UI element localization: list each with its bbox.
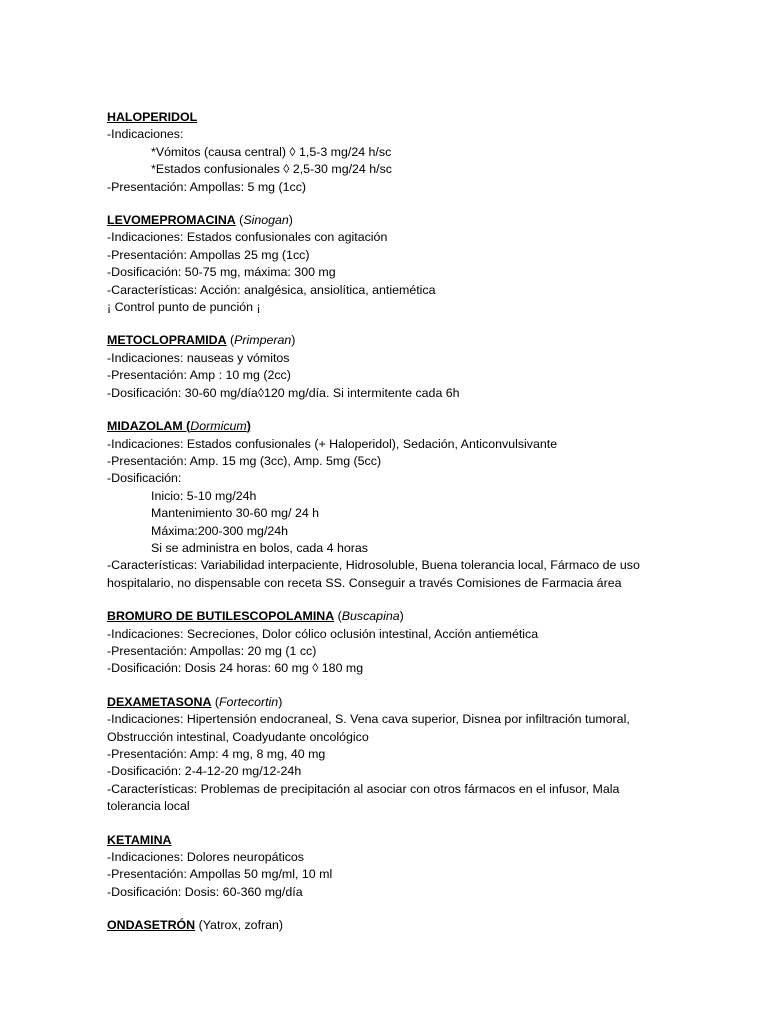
drug-detail-line: ¡ Control punto de punción ¡ xyxy=(107,300,261,315)
drug-name: MIDAZOLAM ( xyxy=(107,419,191,434)
drug-title xyxy=(107,418,747,435)
drug-detail-line: -Dosificación: 30-60 mg/día◊120 mg/día. Si intermitente cada 6h xyxy=(107,385,460,400)
drug-title: BROMURO DE BUTILESCOPOLAMINA (Buscapina) xyxy=(107,609,404,624)
drug-detail-line: *Vómitos (causa central) ◊ 1,5-3 mg/24 h/sc xyxy=(151,144,392,159)
drug-detail-line: -Presentación: Ampollas 25 mg (1cc) xyxy=(107,247,310,262)
drug-detail-line: -Presentación: Ampollas: 5 mg (1cc) xyxy=(107,179,307,194)
drug-brand: Primperan xyxy=(234,333,292,348)
drug-name-closing: ) xyxy=(246,419,251,434)
drug-detail-line: -Dosificación: xyxy=(107,471,182,486)
drug-title: DEXAMETASONA (Fortecortin) xyxy=(107,694,283,709)
drug-detail-line: -Dosificación: Dosis 24 horas: 60 mg ◊ 180 mg xyxy=(107,661,364,676)
drug-detail-line: -Presentación: Amp. 15 mg (3cc), Amp. 5mg (5cc) xyxy=(107,453,382,468)
drug-entry xyxy=(107,694,747,816)
drug-detail-line: *Estados confusionales ◊ 2,5-30 mg/24 h/sc xyxy=(151,162,392,177)
document-page xyxy=(107,109,747,951)
drug-brand: Buscapina xyxy=(341,609,400,624)
drug-detail-line: -Características: Problemas de precipitación al asociar con otros fármacos en el infusor, Mala xyxy=(107,781,620,796)
drug-detail-line: Mantenimiento 30-60 mg/ 24 h xyxy=(151,506,320,521)
drug-title xyxy=(107,109,747,126)
drug-detail-line: -Presentación: Ampollas: 20 mg (1 cc) xyxy=(107,643,317,658)
drug-title: LEVOMEPROMACINA (Sinogan) xyxy=(107,213,293,228)
drug-name: METOCLOPRAMIDA xyxy=(107,333,227,348)
drug-detail-line: -Dosificación: 2-4-12-20 mg/12-24h xyxy=(107,764,302,779)
drug-name: ONDASETRÓN xyxy=(107,918,196,933)
drug-entry xyxy=(107,832,747,902)
drug-brand: Fortecortin xyxy=(218,694,279,709)
drug-entry xyxy=(107,109,747,196)
drug-detail-line: -Dosificación: Dosis: 60-360 mg/día xyxy=(107,884,303,899)
drug-detail-line: -Indicaciones: xyxy=(107,127,184,142)
drug-title: ONDASETRÓN (Yatrox, zofran) xyxy=(107,918,284,933)
drug-detail-line: -Presentación: Ampollas 50 mg/ml, 10 ml xyxy=(107,867,333,882)
drug-detail-line: -Indicaciones: Dolores neuropáticos xyxy=(107,850,304,865)
drug-detail-line: -Indicaciones: nauseas y vómitos xyxy=(107,350,290,365)
drug-name: BROMURO DE BUTILESCOPOLAMINA xyxy=(107,609,335,624)
drug-entry xyxy=(107,418,747,592)
drug-detail-line: -Presentación: Amp : 10 mg (2cc) xyxy=(107,368,291,383)
drug-entry xyxy=(107,917,747,934)
drug-name: KETAMINA xyxy=(107,832,172,847)
drug-entry xyxy=(107,608,747,678)
drug-detail-line: -Dosificación: 50-75 mg, máxima: 300 mg xyxy=(107,265,336,280)
drug-detail-line: tolerancia local xyxy=(107,799,190,814)
drug-brand: Sinogan xyxy=(243,213,289,228)
drug-detail-line: Máxima:200-300 mg/24h xyxy=(151,523,289,538)
drug-detail-line: Obstrucción intestinal, Coadyudante oncológico xyxy=(107,729,369,744)
drug-entry xyxy=(107,212,747,316)
drug-detail-line: -Presentación: Amp: 4 mg, 8 mg, 40 mg xyxy=(107,747,326,761)
drug-detail-line: -Indicaciones: Secreciones, Dolor cólico oclusión intestinal, Acción antiemética xyxy=(107,626,539,641)
drug-brand: Yatrox, zofran xyxy=(202,918,279,933)
drug-detail-line: Inicio: 5-10 mg/24h xyxy=(151,488,257,503)
drug-detail-line: Si se administra en bolos, cada 4 horas xyxy=(151,540,368,555)
drug-name: LEVOMEPROMACINA xyxy=(107,213,236,228)
drug-detail-line: -Indicaciones: Estados confusionales (+ Haloperidol), Sedación, Anticonvulsivante xyxy=(107,436,558,451)
drug-name: DEXAMETASONA xyxy=(107,694,212,709)
drug-detail-line: -Características: Acción: analgésica, ansiolítica, antiemética xyxy=(107,282,436,297)
drug-title: METOCLOPRAMIDA (Primperan) xyxy=(107,333,296,348)
drug-name: HALOPERIDOL xyxy=(107,110,198,124)
drug-detail-line: -Indicaciones: Estados confusionales con agitación xyxy=(107,230,388,245)
drug-detail-line: -Características: Variabilidad interpaciente, Hidrosoluble, Buena tolerancia local, Fármaco de uso xyxy=(107,558,640,573)
drug-detail-line: hospitalario, no dispensable con receta SS. Conseguir a través Comisiones de Farmacia área xyxy=(107,575,622,590)
drug-detail-line: -Indicaciones: Hipertensión endocraneal, S. Vena cava superior, Disnea por infiltración tumoral, xyxy=(107,712,630,727)
drug-brand: Dormicum xyxy=(190,419,247,434)
drug-title xyxy=(107,832,747,849)
drug-entry xyxy=(107,332,747,402)
